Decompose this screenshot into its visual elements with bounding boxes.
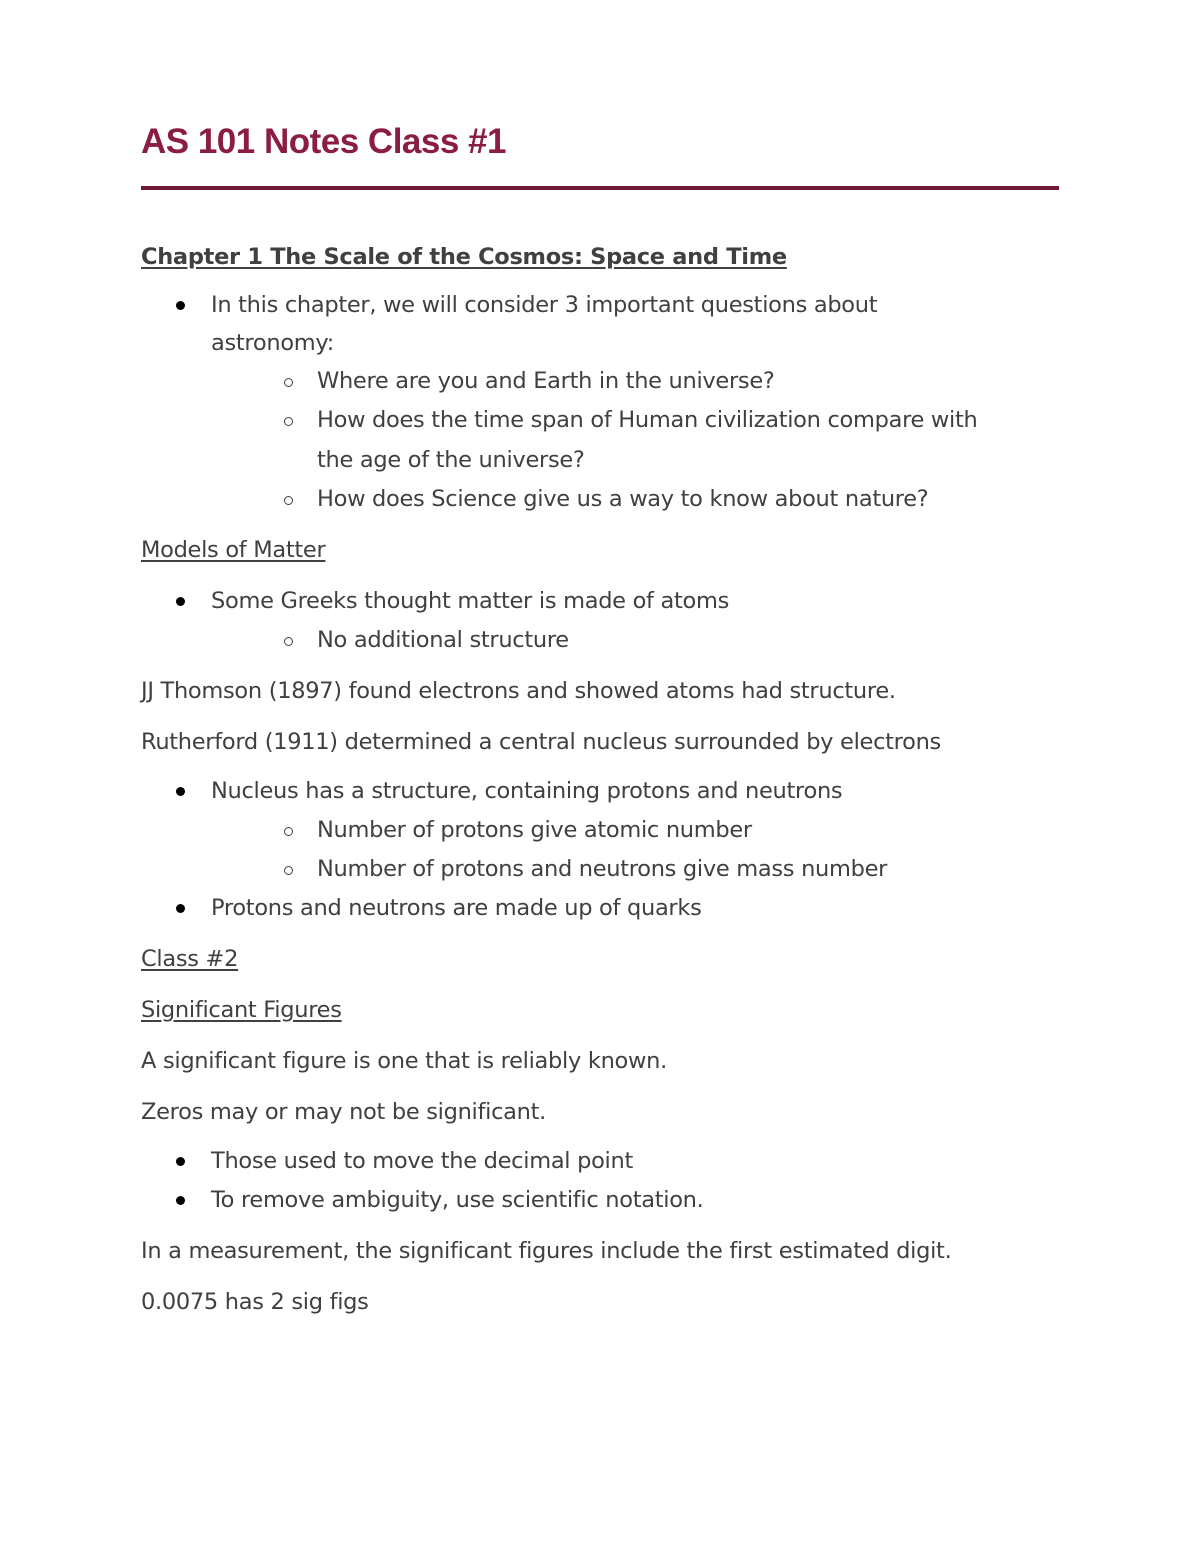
sub-list-item-text: Number of protons and neutrons give mass number (317, 856, 888, 882)
bullet-circle-icon (284, 417, 293, 426)
bullet-dot-icon (176, 301, 185, 310)
chapter-heading: Chapter 1 The Scale of the Cosmos: Space and Time (141, 244, 787, 270)
rutherford-paragraph: Rutherford (1911) determined a central nucleus surrounded by electrons (141, 729, 941, 755)
chapter-bullet-list (141, 290, 1059, 514)
sub-list-item-text: How does Science give us a way to know about nature? (317, 486, 929, 512)
sub-list-item (141, 366, 1059, 396)
list-item-text: To remove ambiguity, use scientific notation. (211, 1187, 704, 1213)
definition-paragraph: A significant figure is one that is reliably known. (141, 1048, 667, 1074)
bullet-circle-icon (284, 827, 293, 836)
sub-list-item-text: Where are you and Earth in the universe? (317, 368, 775, 394)
list-item-text: astronomy: (211, 330, 335, 356)
bullet-dot-icon (176, 1157, 185, 1166)
sub-list-item-text: the age of the universe? (317, 447, 585, 473)
list-item (141, 1146, 1059, 1176)
list-item-text: Some Greeks thought matter is made of atoms (211, 588, 730, 614)
bullet-circle-icon (284, 378, 293, 387)
list-item-text: Protons and neutrons are made up of quarks (211, 895, 702, 921)
list-item-text: In this chapter, we will consider 3 important questions about (211, 292, 878, 318)
list-item (141, 586, 1059, 616)
section-heading-class-2: Class #2 (141, 946, 239, 972)
section-heading-significant-figures: Significant Figures (141, 997, 342, 1023)
sub-list-item (141, 815, 1059, 845)
bullet-dot-icon (176, 904, 185, 913)
zeros-paragraph: Zeros may or may not be significant. (141, 1099, 546, 1125)
measurement-paragraph: In a measurement, the significant figures include the first estimated digit. (141, 1238, 952, 1264)
bullet-dot-icon (176, 1196, 185, 1205)
title-divider (141, 186, 1059, 190)
example-paragraph: 0.0075 has 2 sig figs (141, 1289, 369, 1315)
bullet-circle-icon (284, 637, 293, 646)
section-heading-models-of-matter: Models of Matter (141, 537, 326, 563)
sub-list-item-text: Number of protons give atomic number (317, 817, 752, 843)
models-bullet-list (141, 586, 1059, 655)
list-item (141, 1185, 1059, 1215)
document-page (141, 118, 1059, 1338)
bullet-circle-icon (284, 496, 293, 505)
sub-list-item (141, 625, 1059, 655)
nucleus-bullet-list (141, 776, 1059, 923)
list-item (141, 893, 1059, 923)
list-item (141, 290, 1059, 358)
sub-list-item-text: No additional structure (317, 627, 569, 653)
bullet-circle-icon (284, 866, 293, 875)
sub-list-item (141, 854, 1059, 884)
sub-list-item (141, 484, 1059, 514)
list-item-text: Those used to move the decimal point (211, 1148, 633, 1174)
sub-list-item (141, 405, 1059, 475)
sub-list-item-text: How does the time span of Human civilization compare with (317, 407, 978, 433)
bullet-dot-icon (176, 597, 185, 606)
document-title: AS 101 Notes Class #1 (141, 122, 506, 161)
list-item-text: Nucleus has a structure, containing protons and neutrons (211, 778, 843, 804)
sig-figs-bullet-list (141, 1146, 1059, 1215)
thomson-paragraph: JJ Thomson (1897) found electrons and showed atoms had structure. (141, 678, 896, 704)
bullet-dot-icon (176, 787, 185, 796)
list-item (141, 776, 1059, 806)
